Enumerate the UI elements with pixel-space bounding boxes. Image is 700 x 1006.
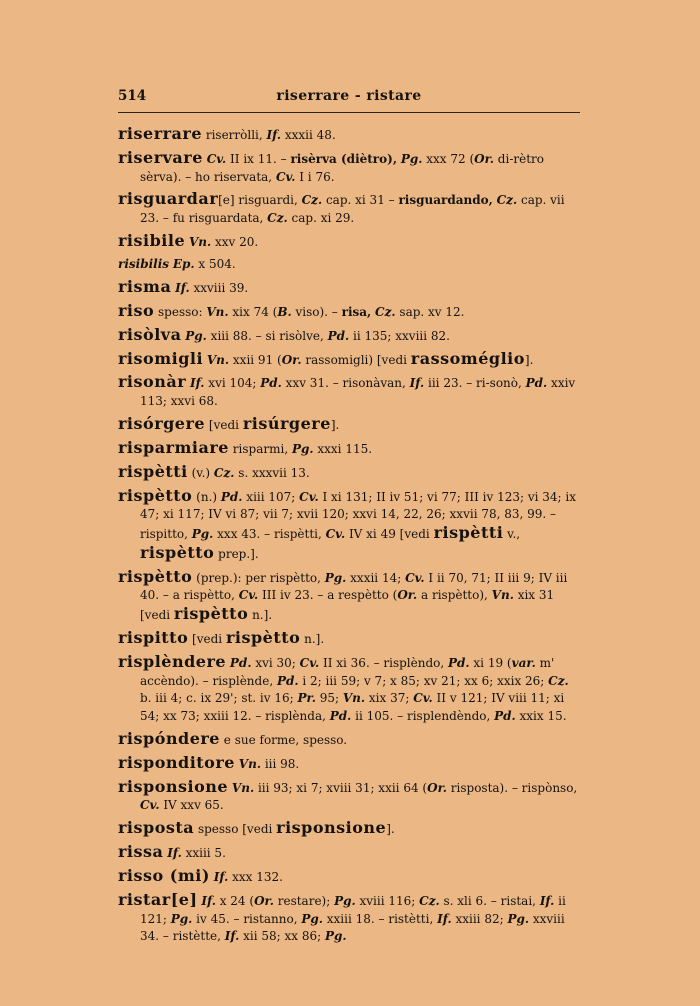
entry-text: m' accèndo). – risplènde,	[140, 655, 555, 688]
entry-text: xxviii 34. – ristètte,	[140, 911, 565, 944]
abbreviation: Pd.	[327, 328, 350, 343]
abbreviation: Pd.	[276, 673, 299, 688]
abbreviation: Cv.	[140, 798, 160, 813]
headword: rispètto	[118, 566, 193, 586]
entry-text: xxii 91 (	[229, 352, 282, 367]
abbreviation: Cz.	[213, 465, 235, 480]
page-header	[118, 88, 580, 113]
headword: risponsione	[118, 776, 229, 796]
entry-text: [vedi	[205, 418, 243, 433]
headword: risposta	[118, 818, 195, 838]
abbreviation: If.	[539, 893, 555, 908]
entry-text: xxx 43. – rispètti,	[213, 527, 326, 542]
entry-text: ].	[524, 352, 534, 367]
abbreviation: Cz.	[375, 304, 396, 319]
headword: rispètti	[118, 461, 188, 481]
abbreviation: Pd.	[260, 376, 282, 391]
abbreviation: If.	[175, 280, 190, 295]
entry-text: di-rètro sèrva). – ho riservata,	[140, 151, 544, 184]
entry-text: spesso:	[154, 304, 207, 319]
dictionary-entry	[118, 891, 582, 946]
dictionary-entry	[118, 629, 582, 649]
entry-text: cap. vii 23. – fu risguardata,	[140, 193, 565, 226]
entry-text: I i 76.	[295, 169, 335, 184]
abbreviation: Pg.	[334, 893, 356, 908]
entry-text: n.].	[248, 608, 273, 623]
dictionary-entry	[118, 190, 582, 227]
abbreviation: Cv.	[299, 655, 320, 670]
entry-text: i 2; iii 59; v 7; x 85; xv 21; xx 6; xxix 26;	[298, 673, 549, 688]
entry-text: ].	[330, 418, 340, 433]
headword: risguardar	[118, 189, 219, 209]
abbreviation: Pg.	[507, 911, 530, 926]
abbreviation: Or.	[474, 151, 494, 166]
entry-text: s. xli 6. – ristai,	[439, 893, 540, 908]
abbreviation: Vn.	[188, 235, 212, 250]
abbreviation: var.	[511, 655, 536, 670]
abbreviation: Pg.	[170, 911, 193, 926]
abbreviation: Or.	[397, 588, 418, 603]
dictionary-entry	[118, 149, 582, 186]
headword: riserrare	[118, 124, 203, 143]
abbreviation: If.	[201, 893, 216, 908]
entry-text: xxx 132.	[228, 870, 283, 885]
dictionary-entry	[118, 373, 582, 410]
headword: risso (mi)	[118, 866, 210, 886]
entry-text: iv 45. – ristanno,	[192, 911, 302, 926]
headword: risórgere	[118, 414, 206, 434]
dictionary-entry	[118, 867, 582, 887]
entry-text: xxiv 113; xxvi 68.	[140, 376, 576, 409]
abbreviation: Ep.	[172, 256, 195, 271]
entry-text: [vedi	[188, 631, 226, 646]
dictionary-entry	[118, 568, 582, 625]
entry-text: spesso [vedi	[194, 822, 277, 837]
abbreviation: B.	[277, 304, 292, 319]
headword: risponsione	[276, 818, 387, 838]
entry-list	[118, 125, 582, 950]
dictionary-entry	[118, 256, 582, 274]
entry-text: ii 105. – risplendèndo,	[351, 708, 495, 723]
entry-text: ].	[386, 822, 395, 837]
entry-text: xxx 72 (	[422, 151, 475, 166]
abbreviation: Cz.	[548, 673, 569, 688]
entry-text: restare);	[273, 893, 335, 908]
abbreviation: If.	[266, 128, 282, 142]
entry-text: III iv 23. – a respètto (	[258, 588, 398, 603]
abbreviation: If.	[167, 846, 182, 861]
dictionary-entry	[118, 439, 582, 459]
entry-text: (v.)	[187, 465, 214, 480]
entry-text: xxix 15.	[515, 708, 567, 723]
headword: riso	[118, 300, 155, 320]
abbreviation: If.	[224, 929, 240, 944]
abbreviation: Pd.	[329, 708, 352, 723]
dictionary-entry	[118, 463, 582, 483]
page-number: 514	[118, 88, 147, 104]
headword: rispètto	[140, 542, 215, 562]
entry-text: cap. xi 31 –	[322, 193, 399, 208]
dictionary-entry	[118, 730, 582, 750]
headword: rispètti	[433, 523, 504, 543]
abbreviation: Vn.	[231, 780, 255, 795]
entry-text: rassomigli) [vedi	[301, 352, 411, 367]
abbreviation: Cz.	[267, 211, 288, 226]
abbreviation: Pg.	[324, 570, 347, 585]
entry-text: I xi 131; II iv 51; vi 77; III iv 123; vi 34; ix 47; xi 117; IV vi 87; vii 7; xvii 120; xxvi 14, 22, 26; xxvii 78, 83, 99. – rispitto,	[140, 489, 577, 542]
entry-text: cap. xi 29.	[287, 211, 355, 226]
dictionary-entry	[118, 819, 582, 839]
bold-text: risguardando,	[398, 193, 493, 208]
entry-text: x 24 (	[215, 893, 255, 908]
abbreviation: Pd.	[220, 489, 243, 504]
abbreviation: Or.	[254, 893, 274, 908]
entry-text: iii 23. – ri-sonò,	[424, 376, 526, 391]
abbreviation: Cv.	[275, 169, 296, 184]
abbreviation: Cv.	[238, 588, 259, 603]
headword: rispètto	[173, 604, 249, 624]
headword: rispóndere	[118, 728, 220, 748]
entry-text: b. iii 4; c. ix 29'; st. iv 16;	[140, 691, 298, 706]
abbreviation: Cv.	[299, 489, 319, 504]
abbreviation: Pd.	[494, 708, 516, 723]
entry-text: xviii 116;	[355, 893, 420, 908]
headword: rispètto	[118, 485, 193, 505]
abbreviation: Or.	[281, 352, 302, 367]
entry-text: xii 58; xx 86;	[239, 929, 325, 944]
abbreviation: Cv.	[413, 691, 433, 706]
dictionary-entry	[118, 326, 582, 346]
entry-text: iii 93; xi 7; xviii 31; xxii 64 (	[254, 780, 428, 795]
abbreviation: If.	[437, 911, 452, 926]
abbreviation: Cz.	[496, 193, 518, 208]
entry-text: viso). –	[291, 304, 342, 319]
abbreviation: Pg.	[301, 911, 323, 926]
entry-text: IV xi 49 [vedi	[345, 527, 434, 542]
dictionary-entry	[118, 232, 582, 252]
abbreviation: Pr.	[297, 691, 316, 706]
entry-text: xiii 88. – si risòlve,	[206, 328, 328, 343]
entry-text: xxxii 48.	[281, 128, 336, 142]
headword: rassoméglio	[410, 348, 525, 368]
entry-text: xxiii 18. – ristètti,	[322, 911, 438, 926]
dictionary-entry	[118, 415, 582, 435]
entry-text: II xi 36. – risplèndo,	[319, 655, 448, 670]
entry-text: e sue forme, spesso.	[219, 732, 348, 747]
headword: risúrgere	[242, 414, 331, 434]
entry-text: iii 98.	[261, 756, 300, 771]
entry-text: prep.].	[214, 546, 259, 561]
dictionary-entry	[118, 653, 582, 726]
abbreviation: Cv.	[206, 151, 227, 166]
headword: risma	[118, 276, 172, 296]
entry-text: xix 31 [vedi	[140, 588, 555, 623]
entry-text: (prep.): per rispètto,	[192, 570, 325, 585]
headword: risponditore	[118, 752, 235, 772]
entry-text: x 504.	[194, 256, 236, 271]
entry-text: n.].	[300, 631, 325, 646]
entry-text: xvi 104;	[204, 376, 261, 391]
abbreviation: Pd.	[448, 655, 470, 670]
abbreviation: If.	[213, 870, 229, 885]
headword: risomigli	[118, 348, 204, 368]
entry-text: risparmi,	[228, 441, 292, 456]
abbreviation: Pg.	[185, 328, 207, 343]
abbreviation: risibilis	[118, 256, 170, 271]
entry-text: s. xxxvii 13.	[234, 465, 310, 480]
entry-text: xxxii 14;	[346, 570, 406, 585]
headword: risòlva	[118, 324, 182, 344]
entry-text: xxiii 82;	[451, 911, 508, 926]
abbreviation: Pg.	[324, 929, 347, 944]
entry-text: riserròlli,	[202, 128, 267, 142]
entry-text: [e] risguardi,	[218, 193, 302, 208]
entry-text: xi 19 (	[469, 655, 512, 670]
dictionary-entry	[118, 754, 582, 774]
abbreviation: Pd.	[229, 655, 252, 670]
abbreviation: Cz.	[301, 193, 323, 208]
abbreviation: Pd.	[525, 376, 548, 391]
entry-text: xiii 107;	[242, 489, 300, 504]
headword: rispitto	[118, 627, 189, 647]
entry-text: xxviii 39.	[189, 280, 249, 295]
abbreviation: Vn.	[206, 304, 229, 319]
dictionary-entry	[118, 350, 582, 370]
entry-text: xxiii 5.	[181, 846, 226, 861]
entry-text: risposta). – rispònso,	[446, 780, 578, 795]
abbreviation: Or.	[427, 780, 447, 795]
headword: risplèndere	[118, 651, 227, 671]
bold-text: risa,	[341, 304, 372, 319]
abbreviation: Cv.	[325, 527, 346, 542]
headword: riservare	[118, 147, 203, 167]
bold-text: risèrva (diètro),	[290, 151, 397, 166]
dictionary-entry	[118, 278, 582, 298]
headword: ristar[e]	[118, 889, 198, 909]
dictionary-entry	[118, 778, 582, 815]
dictionary-entry	[118, 125, 582, 145]
entry-text: xvi 30;	[251, 655, 300, 670]
dictionary-entry	[118, 302, 582, 322]
headword: risonàr	[118, 372, 187, 392]
running-title: riserrare - ristare	[276, 88, 422, 104]
dictionary-entry	[118, 843, 582, 863]
abbreviation: Pg.	[400, 151, 423, 166]
entry-text: xxv 31. – risonàvan,	[281, 376, 410, 391]
entry-text: II ix 11. –	[226, 151, 291, 166]
abbreviation: Cz.	[419, 893, 440, 908]
abbreviation: Cv.	[405, 570, 425, 585]
abbreviation: Vn.	[206, 352, 230, 367]
entry-text: ii 121;	[140, 893, 566, 926]
headword: risibile	[118, 231, 186, 251]
abbreviation: If.	[409, 376, 425, 391]
dictionary-entry	[118, 487, 582, 564]
headword: rispètto	[225, 627, 301, 647]
abbreviation: If.	[189, 376, 205, 391]
entry-text: xxv 20.	[211, 235, 259, 250]
entry-text: IV xxv 65.	[159, 798, 224, 813]
entry-text: xix 37;	[365, 691, 414, 706]
entry-text: a rispètto),	[417, 588, 492, 603]
entry-text: xxxi 115.	[313, 441, 373, 456]
entry-text: xix 74 (	[228, 304, 278, 319]
entry-text: ii 135; xxviii 82.	[349, 328, 450, 343]
headword: risparmiare	[118, 437, 229, 457]
entry-text: sap. xv 12.	[395, 304, 465, 319]
headword: rissa	[118, 842, 164, 862]
entry-text: 95;	[315, 691, 343, 706]
abbreviation: Pg.	[191, 527, 214, 542]
entry-text: v.,	[503, 527, 521, 542]
entry-text: I ii 70, 71; II iii 9; IV iii 40. – a rispètto,	[140, 570, 568, 603]
entry-text: II v 121; IV viii 11; xi 54; xx 73; xxiii 12. – risplènda,	[140, 691, 565, 723]
abbreviation: Vn.	[238, 756, 261, 771]
abbreviation: Vn.	[491, 588, 514, 603]
abbreviation: Vn.	[342, 691, 366, 706]
abbreviation: Pg.	[291, 441, 314, 456]
entry-text: (n.)	[192, 489, 221, 504]
